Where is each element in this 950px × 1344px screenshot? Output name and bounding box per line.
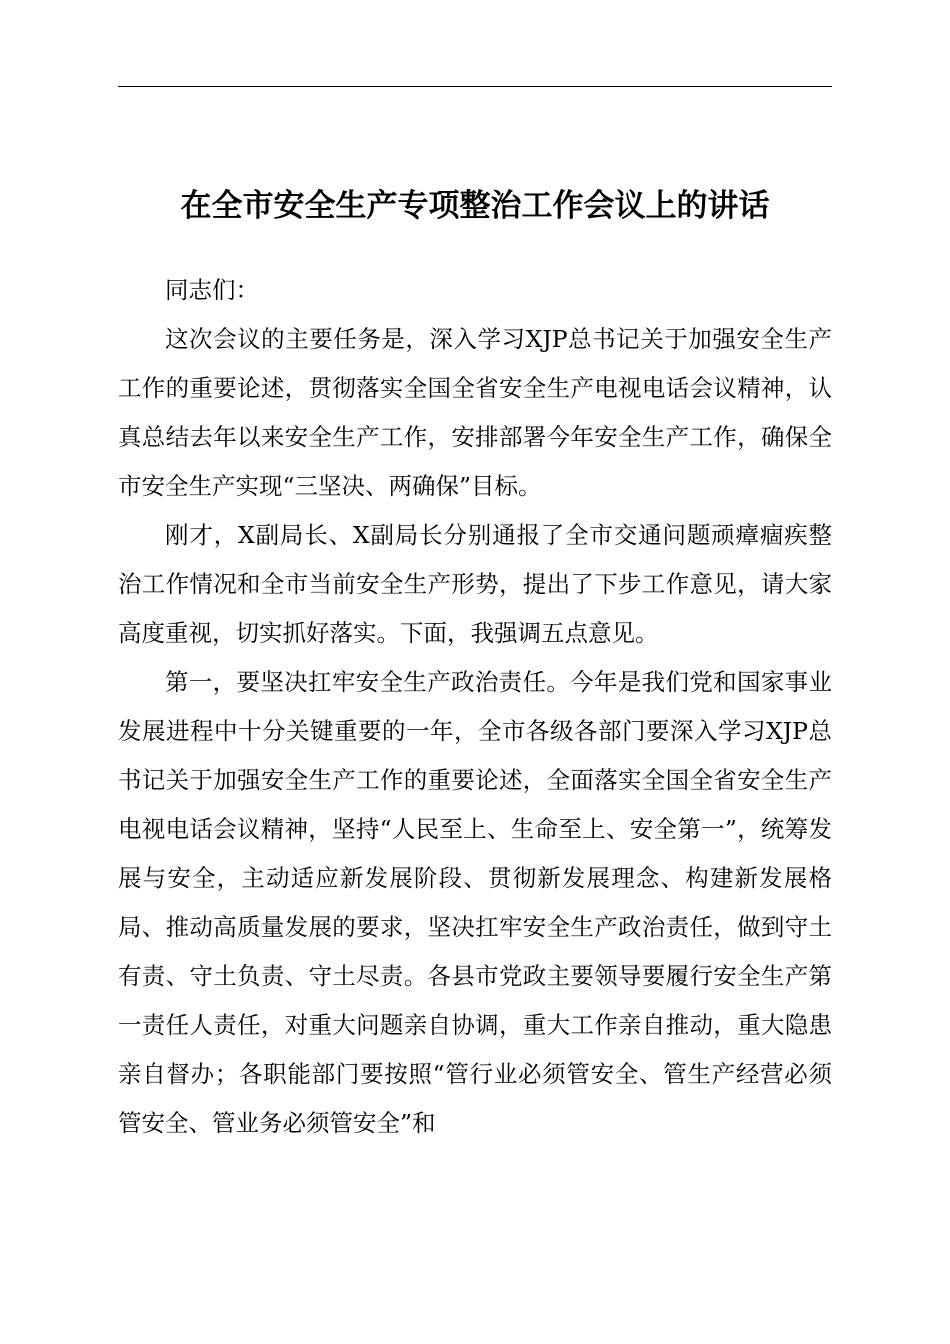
body-paragraph: 刚才，X副局长、X副局长分别通报了全市交通问题顽瘴痼疾整治工作情况和全市当前安全生产形势，提出了下步工作意见，请大家高度重视，切实抓好落实。下面，我强调五点意见。	[118, 521, 832, 647]
document-body	[118, 266, 832, 1148]
header-rule	[118, 86, 832, 87]
salutation-paragraph: 同志们：	[165, 276, 259, 304]
body-paragraph: 这次会议的主要任务是，深入学习XJP总书记关于加强安全生产工作的重要论述，贯彻落实全国全省安全生产电视电话会议精神，认真总结去年以来安全生产工作，安排部署今年安全生产工作，确保全市安全生产实现“三坚决、两确保”目标。	[118, 325, 832, 500]
document-title: 在全市安全生产专项整治工作会议上的讲话	[180, 188, 770, 224]
body-paragraph: 第一，要坚决扛牢安全生产政治责任。今年是我们党和国家事业发展进程中十分关键重要的一年，全市各级各部门要深入学习XJP总书记关于加强安全生产工作的重要论述，全面落实全国全省安全生产电视电话会议精神，坚持“人民至上、生命至上、安全第一”，统筹发展与安全，主动适应新发展阶段、贯彻新发展理念、构建新发展格局、推动高质量发展的要求，坚决扛牢安全生产政治责任，做到守土有责、守土负责、守土尽责。各县市党政主要领导要履行安全生产第一责任人责任，对重大问题亲自协调，重大工作亲自推动，重大隐患亲自督办；各职能部门要按照“管行业必须管安全、管生产经营必须管安全、管业务必须管安全”和	[118, 668, 832, 1137]
